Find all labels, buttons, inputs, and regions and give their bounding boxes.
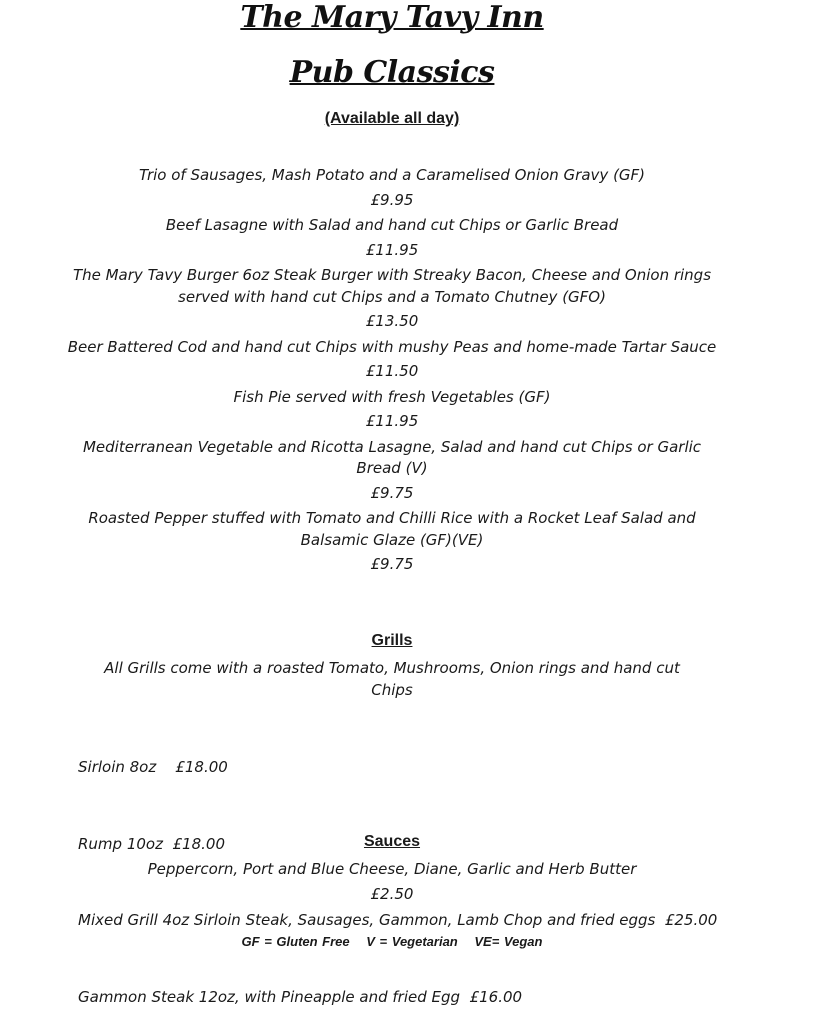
grills-intro: All Grills come with a roasted Tomato, Mushrooms, Onion rings and hand cut Chips (104, 659, 680, 699)
menu-item-price: £11.95 (365, 412, 419, 430)
menu-item-description: Fish Pie served with fresh Vegetables (GF) (233, 387, 551, 406)
menu-item (0, 337, 784, 383)
menu-item-description: Trio of Sausages, Mash Potato and a Caramelised Onion Gravy (GF) (138, 166, 646, 184)
dietary-legend (0, 934, 784, 949)
section-title: Pub Classics (289, 55, 495, 90)
menu-item-description: Mediterranean Vegetable and Ricotta Lasagne, Salad and hand cut Chips or Garlic Bread (V) (82, 437, 702, 477)
menu-item-price: £9.75 (370, 555, 414, 573)
sauces-heading: Sauces (363, 833, 421, 850)
legend-gluten-free: GF = Gluten Free (241, 934, 350, 949)
menu-item-price: £11.95 (365, 240, 419, 259)
menu-list (0, 165, 784, 580)
menu-item-price: £13.50 (365, 312, 419, 330)
menu-item (0, 265, 784, 333)
menu-item (0, 508, 784, 576)
sauces-list: Peppercorn, Port and Blue Cheese, Diane, Garlic and Herb Butter (147, 860, 637, 878)
sauces-price: £2.50 (370, 885, 414, 903)
inn-name-title: The Mary Tavy Inn (240, 0, 544, 35)
menu-item-description: Beer Battered Cod and hand cut Chips with mushy Peas and home-made Tartar Sauce (67, 337, 717, 356)
menu-item (0, 387, 784, 433)
menu-item (0, 437, 784, 505)
menu-item-price: £9.75 (370, 483, 414, 502)
grill-item: Rump 10oz £18.00 (78, 834, 225, 853)
legend-vegetarian: V = Vegetarian (366, 934, 458, 949)
availability-note: (Available all day) (324, 110, 460, 127)
grill-item: Gammon Steak 12oz, with Pineapple and fried Egg £16.00 (78, 987, 523, 1006)
menu-item (0, 165, 784, 211)
menu-item-price: £11.50 (365, 362, 419, 380)
grill-item: Sirloin 8oz £18.00 (78, 758, 228, 776)
grills-heading: Grills (371, 632, 413, 649)
grill-item: Mixed Grill 4oz Sirloin Steak, Sausages, Gammon, Lamb Chop and fried eggs £25.00 (78, 911, 718, 929)
menu-item-description: Roasted Pepper stuffed with Tomato and Chilli Rice with a Rocket Leaf Salad and Balsamic Glaze (GF)(VE) (88, 509, 696, 549)
legend-vegan: VE= Vegan (474, 934, 543, 949)
menu-item (0, 215, 784, 261)
menu-item-price: £9.95 (370, 190, 414, 209)
menu-item-description: Beef Lasagne with Salad and hand cut Chips or Garlic Bread (165, 216, 619, 234)
menu-item-description: The Mary Tavy Burger 6oz Steak Burger with Streaky Bacon, Cheese and Onion rings served with hand cut Chips and a Tomato Chutney (GFO) (72, 266, 712, 306)
